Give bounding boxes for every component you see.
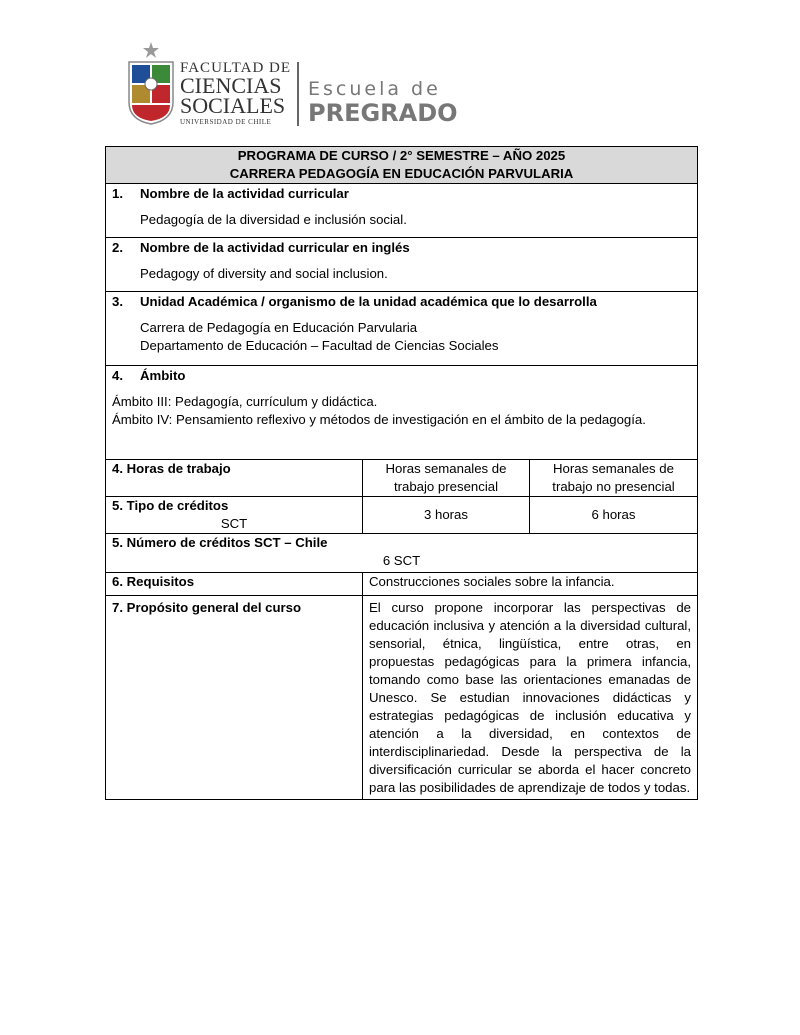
faculty-logo	[125, 40, 458, 130]
credit-type-row	[106, 497, 698, 534]
section-value: Pedagogía de la diversidad e inclusión social.	[140, 212, 407, 227]
requirements-row	[106, 573, 698, 596]
purpose-row	[106, 596, 698, 800]
credit-number-row	[106, 534, 698, 573]
program-title: PROGRAMA DE CURSO / 2° SEMESTRE – AÑO 2025	[237, 148, 566, 163]
program-career: CARRERA PEDAGOGÍA EN EDUCACIÓN PARVULARIA	[229, 166, 574, 181]
credit-type-label: 5. Tipo de créditos	[112, 498, 229, 513]
section-title: Unidad Académica / organismo de la unidad académica que lo desarrolla	[140, 294, 597, 309]
work-hours-row	[106, 460, 698, 497]
credit-number-value: 6 SCT	[382, 553, 421, 568]
hours-no-presencial-header: Horas semanales de trabajo no presencial	[530, 460, 698, 497]
section-value: Carrera de Pedagogía en Educación Parvularia	[140, 320, 418, 335]
section-value: Ámbito III: Pedagogía, currículum y didáctica.	[112, 394, 378, 409]
section-4: 4. Ámbito Ámbito III: Pedagogía, currículum y didáctica. Ámbito IV: Pensamiento reflexivo y métodos de investigación en el ámbito de la pedagogía.	[106, 366, 698, 460]
work-hours-label: 4. Horas de trabajo	[106, 460, 363, 497]
purpose-label: 7. Propósito general del curso	[106, 596, 363, 800]
credit-type-value: SCT	[220, 516, 248, 531]
section-2: 2. Nombre de la actividad curricular en inglés Pedagogy of diversity and social inclusion.	[106, 238, 698, 292]
credit-number-label: 5. Número de créditos SCT – Chile	[112, 535, 328, 550]
section-title: Ámbito	[140, 368, 186, 383]
section-value: Ámbito IV: Pensamiento reflexivo y métodos de investigación en el ámbito de la pedagogía.	[112, 412, 646, 427]
program-header	[106, 147, 698, 184]
section-title: Nombre de la actividad curricular	[140, 186, 349, 201]
section-value: Pedagogy of diversity and social inclusion.	[140, 266, 388, 281]
purpose-value: El curso propone incorporar las perspectivas de educación inclusiva y atención a la diversidad cultural, sensorial, étnica, lingüística, entre otras, en propuestas pedagógicas para la primera infancia, tomando como base las orientaciones emanadas de Unesco. Se estudian innovaciones didácticas y estrategias pedagógicas de inclusión educativa y atención a la diversidad, en contextos de interdisciplinariedad. Desde la perspectiva de la diversificación curricular se aborda el hacer concreto para las posibilidades de aprendizaje de todos y todas.	[363, 596, 698, 800]
school-name: Escuela de PREGRADO	[308, 78, 458, 127]
hours-presencial-header: Horas semanales de trabajo presencial	[363, 460, 530, 497]
section-1: 1. Nombre de la actividad curricular Pedagogía de la diversidad e inclusión social.	[106, 184, 698, 238]
faculty-name: FACULTAD DE CIENCIAS SOCIALES UNIVERSIDAD DE CHILE	[180, 60, 292, 126]
section-3: 3. Unidad Académica / organismo de la unidad académica que lo desarrolla Carrera de Pedagogía en Educación Parvularia Departamento de Educación – Facultad de Ciencias Sociales	[106, 292, 698, 366]
section-title: Nombre de la actividad curricular en inglés	[140, 240, 410, 255]
course-program-table	[105, 146, 698, 800]
hours-no-presencial-value: 6 horas	[530, 497, 698, 534]
requirements-value: Construcciones sociales sobre la infancia.	[363, 573, 698, 596]
section-value: Departamento de Educación – Facultad de Ciencias Sociales	[140, 338, 499, 353]
hours-presencial-value: 3 horas	[363, 497, 530, 534]
logo-divider	[297, 62, 299, 126]
university-crest-icon	[125, 40, 177, 126]
requirements-label: 6. Requisitos	[106, 573, 363, 596]
